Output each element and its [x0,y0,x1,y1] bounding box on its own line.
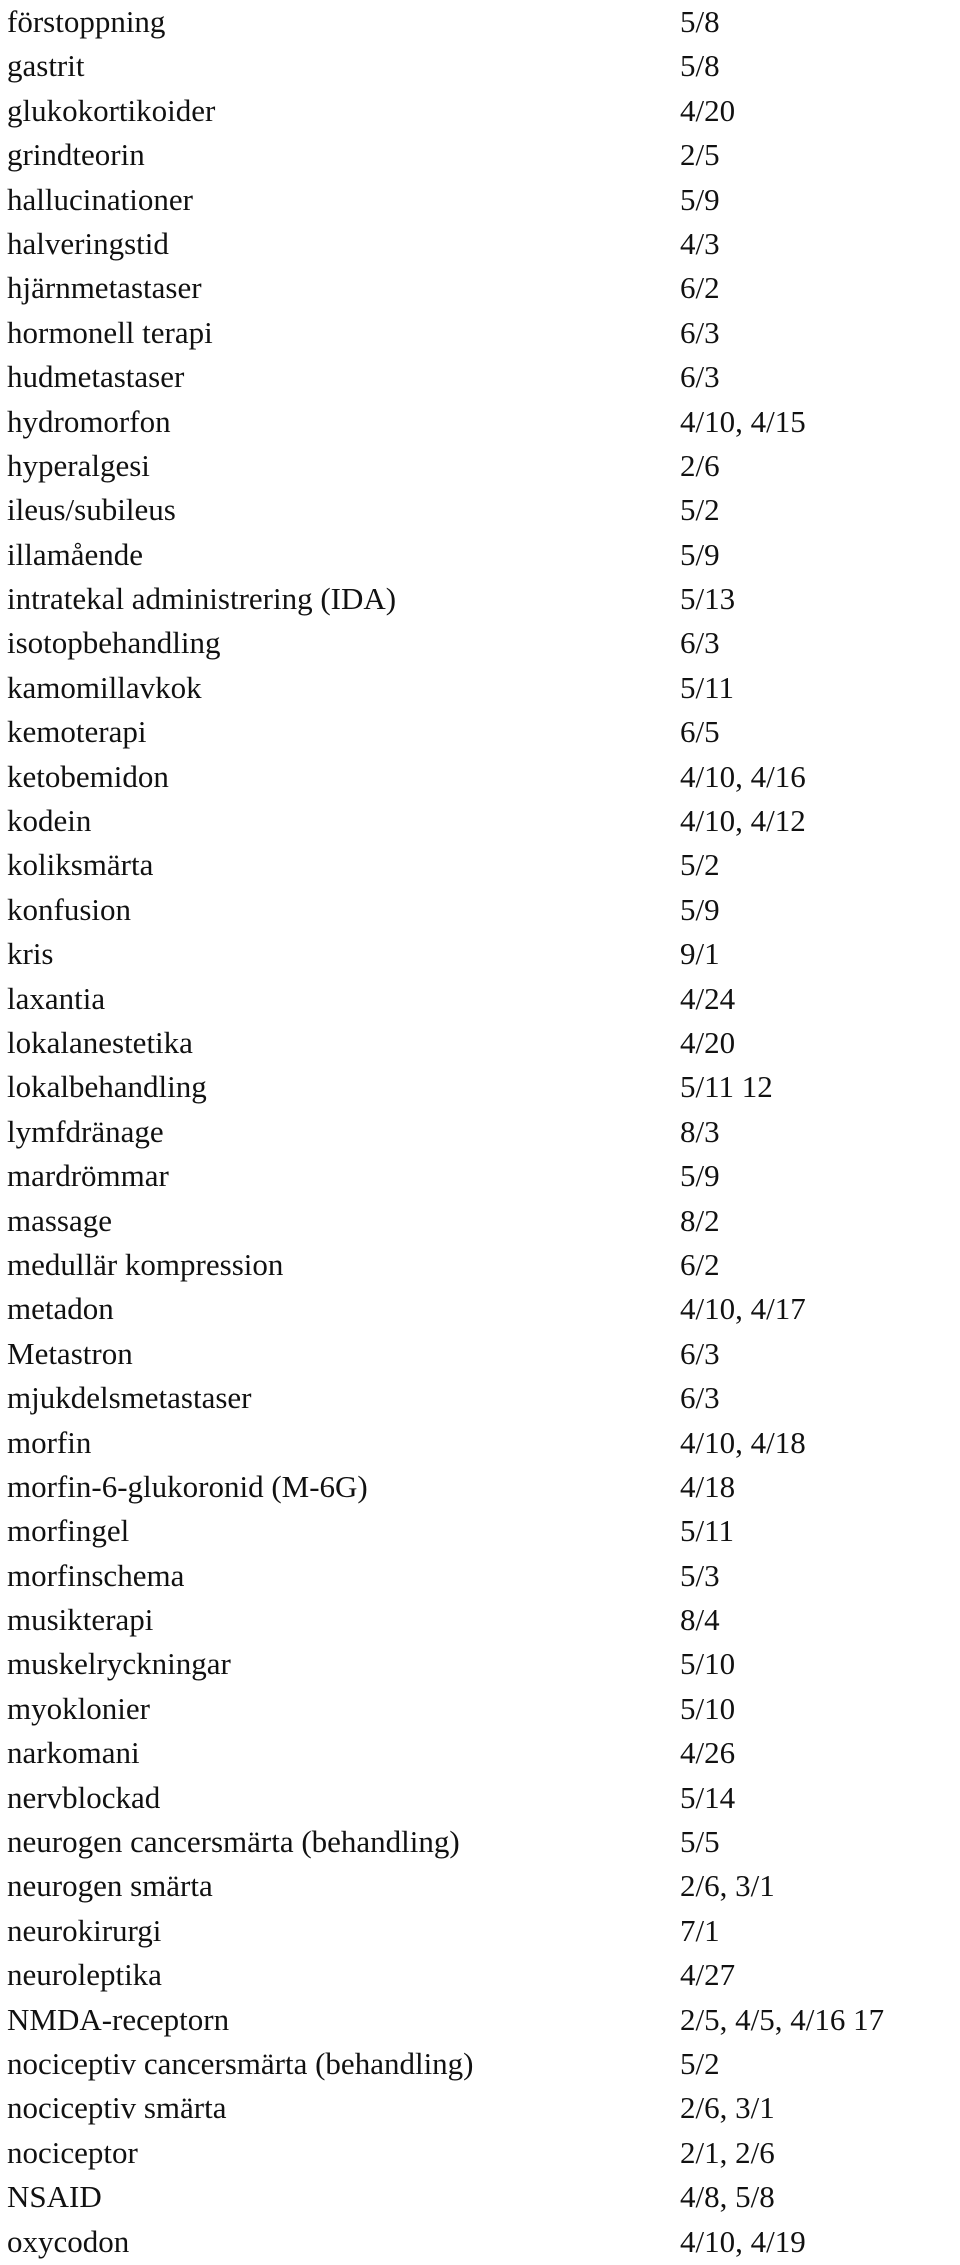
index-term: isotopbehandling [7,625,221,661]
index-entry [0,1909,960,1953]
index-term: neurokirurgi [7,1912,162,1948]
index-entry [0,843,960,887]
index-term: glukokortikoider [7,92,216,128]
index-entry [0,799,960,843]
index-term: mjukdelsmetastaser [7,1380,252,1416]
page-reference: 2/6, 3/1 [680,1868,775,1904]
index-term: nociceptiv smärta [7,2090,227,2126]
index-entry [0,977,960,1021]
index-term: nervblockad [7,1779,161,1815]
index-entry [0,1731,960,1775]
index-term: muskelryckningar [7,1646,231,1682]
index-term: oxycodon [7,2223,130,2259]
index-entry [0,1509,960,1553]
page-reference: 5/14 [680,1779,736,1815]
page-reference: 4/27 [680,1957,736,1993]
page-reference: 5/8 [680,48,720,84]
page-reference: 5/9 [680,1158,720,1194]
index-term: lokalanestetika [7,1024,193,1060]
index-term: intratekal administrering (IDA) [7,581,397,617]
index-entry [0,89,960,133]
index-term: kris [7,936,54,972]
index-entry [0,1953,960,1997]
index-term: halveringstid [7,225,169,261]
index-term: nociceptor [7,2134,138,2170]
index-term: morfingel [7,1513,130,1549]
page-reference: 6/2 [680,1246,720,1282]
page-reference: 5/11 [680,669,734,705]
index-term: hormonell terapi [7,314,213,350]
index-term: neurogen cancersmärta (behandling) [7,1824,460,1860]
index-term: myoklonier [7,1690,150,1726]
page-reference: 6/2 [680,270,720,306]
index-entry [0,1332,960,1376]
index-entry [0,1376,960,1420]
page-reference: 6/5 [680,714,720,750]
page-reference: 5/9 [680,181,720,217]
page-reference: 4/3 [680,225,720,261]
page-reference: 7/1 [680,1912,720,1948]
index-term: lymfdränage [7,1113,164,1149]
index-term: konfusion [7,891,131,927]
index-term: mardrömmar [7,1158,169,1194]
page-reference: 2/1, 2/6 [680,2134,775,2170]
index-entry [0,1021,960,1065]
page-reference: 5/9 [680,536,720,572]
page-reference: 2/5 [680,137,720,173]
page-reference: 4/10, 4/17 [680,1291,806,1327]
index-entry [0,0,960,44]
page-reference: 4/8, 5/8 [680,2179,775,2215]
index-term: neuroleptika [7,1957,162,1993]
index-entry [0,533,960,577]
page-reference: 4/10, 4/18 [680,1424,806,1460]
index-entry [0,1199,960,1243]
page-reference: 5/10 [680,1646,736,1682]
index-entry [0,1287,960,1331]
index-entry [0,44,960,88]
index-term: förstoppning [7,4,166,39]
index-entry [0,1642,960,1686]
index-entry [0,2042,960,2086]
page-reference: 5/2 [680,847,720,883]
page-reference: 6/3 [680,1380,720,1416]
index-entry [0,1554,960,1598]
index-entry [0,1598,960,1642]
index-entry [0,1998,960,2042]
index-entry [0,311,960,355]
index-term: nociceptiv cancersmärta (behandling) [7,2045,474,2081]
index-entry [0,1154,960,1198]
index-term: hudmetastaser [7,359,185,395]
index-entry [0,1421,960,1465]
index-term: kodein [7,803,92,839]
index-term: hydromorfon [7,403,171,439]
index-term: metadon [7,1291,114,1327]
page-reference: 4/10, 4/12 [680,803,806,839]
page-reference: 6/3 [680,359,720,395]
page-reference: 5/3 [680,1557,720,1593]
page-reference: 5/13 [680,581,736,617]
index-entry [0,888,960,932]
index-entry [0,2086,960,2130]
index-entry [0,1065,960,1109]
index-entry [0,444,960,488]
page-reference: 2/5, 4/5, 4/16 17 [680,2001,885,2037]
index-term: musikterapi [7,1602,154,1638]
index-term: kamomillavkok [7,669,202,705]
index-term: ketobemidon [7,758,169,794]
index-entry [0,2175,960,2219]
index-term: narkomani [7,1735,140,1771]
index-entry [0,400,960,444]
index-entry [0,621,960,665]
index-entry [0,488,960,532]
page-reference: 6/3 [680,314,720,350]
page-reference: 2/6 [680,447,720,483]
index-entry [0,1864,960,1908]
index-term: hyperalgesi [7,447,150,483]
page-reference: 5/5 [680,1824,720,1860]
index-entry [0,2131,960,2175]
index-entry [0,1776,960,1820]
index-term: grindteorin [7,137,145,173]
index-entry [0,1110,960,1154]
page-reference: 4/10, 4/16 [680,758,806,794]
index-entry [0,178,960,222]
index-term: NMDA-receptorn [7,2001,230,2037]
page-reference: 4/10, 4/15 [680,403,806,439]
index-entry [0,1820,960,1864]
index-term: morfin-6-glukoronid (M-6G) [7,1468,368,1504]
index-term: massage [7,1202,113,1238]
index-term: laxantia [7,980,106,1016]
page-reference: 4/18 [680,1468,736,1504]
page-reference: 4/20 [680,1024,736,1060]
index-entry [0,222,960,266]
index-term: ileus/subileus [7,492,176,528]
index-term: medullär kompression [7,1246,284,1282]
index-entry [0,2220,960,2264]
index-term: gastrit [7,48,85,84]
index-term: morfin [7,1424,92,1460]
page-reference: 8/3 [680,1113,720,1149]
index-term: lokalbehandling [7,1069,207,1105]
page-reference: 8/2 [680,1202,720,1238]
page-reference: 5/8 [680,4,720,39]
index-entry [0,666,960,710]
index-term: hjärnmetastaser [7,270,202,306]
page-reference: 4/10, 4/19 [680,2223,806,2259]
page-reference: 9/1 [680,936,720,972]
page-reference: 6/3 [680,1335,720,1371]
index-term: kemoterapi [7,714,147,750]
page-reference: 5/11 12 [680,1069,773,1105]
page-reference: 8/4 [680,1602,720,1638]
index-entry [0,577,960,621]
index-term: koliksmärta [7,847,154,883]
index-term: neurogen smärta [7,1868,213,1904]
index-entry [0,1243,960,1287]
index-term: illamående [7,536,143,572]
page-reference: 5/11 [680,1513,734,1549]
page-reference: 5/9 [680,891,720,927]
index-term: Metastron [7,1335,133,1371]
index-entry [0,266,960,310]
page-reference: 2/6, 3/1 [680,2090,775,2126]
page-reference: 4/26 [680,1735,736,1771]
index-entry [0,355,960,399]
page-reference: 4/24 [680,980,736,1016]
index-entry [0,755,960,799]
page-reference: 5/2 [680,2045,720,2081]
index-term: hallucinationer [7,181,193,217]
index-term: morfinschema [7,1557,185,1593]
index-term: NSAID [7,2179,102,2215]
index-entry [0,133,960,177]
page-reference: 4/20 [680,92,736,128]
index-entry [0,1465,960,1509]
index-entry [0,710,960,754]
index-entry [0,932,960,976]
page-reference: 5/10 [680,1690,736,1726]
page-reference: 6/3 [680,625,720,661]
page-reference: 5/2 [680,492,720,528]
index-entry [0,1687,960,1731]
